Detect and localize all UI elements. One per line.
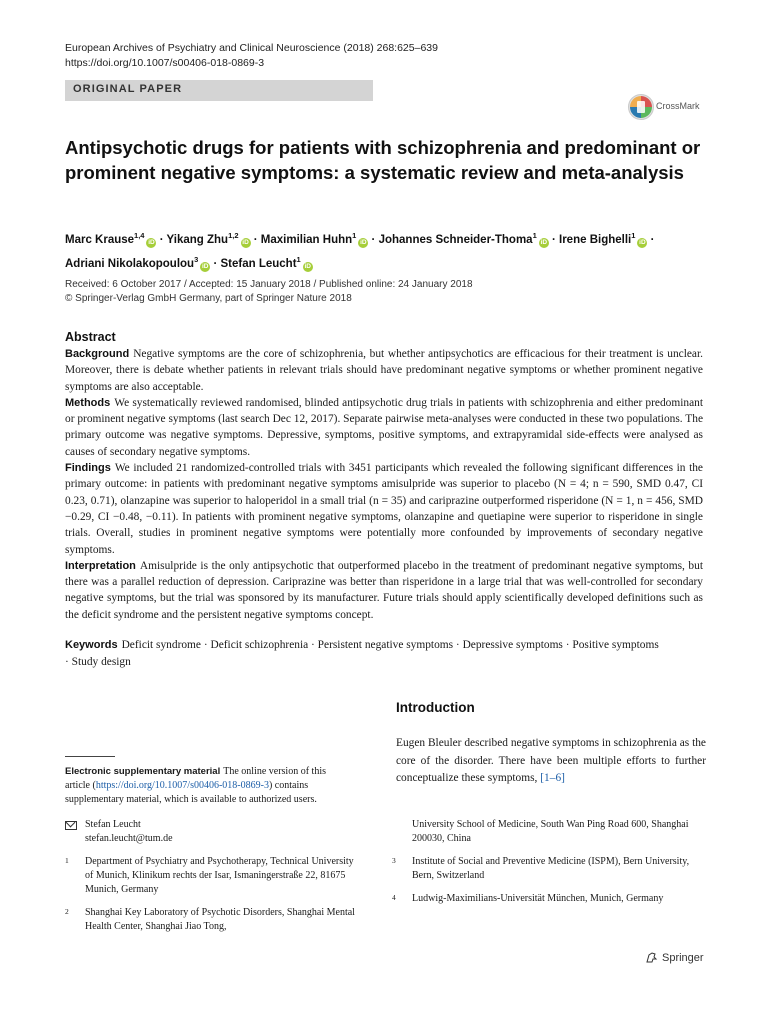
affiliations-right (392, 818, 702, 915)
affiliation-number: 4 (392, 893, 396, 902)
abstract-heading: Abstract (65, 330, 116, 344)
publisher-name: Springer (662, 951, 704, 964)
affiliation-text: Department of Psychiatry and Psychotherapy, Technical University of Munich, Klinikum rechts der Isar, Ismaningerstraße 22, 81675 Munich, Germany (85, 856, 354, 895)
author-affiliation: 1,4 (134, 231, 145, 240)
author-affiliation: 1 (352, 231, 357, 240)
orcid-icon[interactable]: iD (242, 238, 249, 246)
contact-name: Stefan Leucht (85, 819, 141, 830)
supplementary-note (65, 765, 345, 807)
keywords-label: Keywords (65, 639, 118, 651)
affiliation-item (65, 855, 355, 897)
abstract-text: We systematically reviewed randomised, blinded antipsychotic drug trials in patients with schizophrenia and either predominant or prominent negative symptoms (last search Dec 12, 2017). Separate pairwise meta-analyses were conducted in these two populations. The primary outcome was negative symptoms. Depressive, symptoms, positive symptoms, and extrapyramidal side-effects were analysed as causes of secondary negative symptoms. (65, 396, 703, 458)
author-separator: · (159, 233, 164, 246)
springer-horse-icon (645, 951, 658, 964)
orcid-icon[interactable]: iD (148, 238, 155, 246)
author-list (65, 226, 715, 274)
orcid-icon[interactable]: iD (360, 238, 367, 246)
affiliation-number: 3 (392, 856, 396, 865)
crossmark-badge[interactable] (628, 92, 708, 122)
author-name[interactable]: Marc Krause (65, 233, 135, 246)
abstract-text: We included 21 randomized-controlled trials with 3451 participants which revealed the following significant differences in the primary outcome: in patients with predominant negative symptoms amisulpride was superior to placebo (N = 4; n = 590, SMD 0.47, CI 0.23, 0.71), olanzapine was superior to haloperidol in a small trial (n = 35) and cariprazine outperformed risperidone (N = 1, n = 456, SMD −0.29, CI −0.48, −0.11). In patients with prominent negative symptoms, olanzapine and quetiapine were superior to risperidone in single trials. Overall, studies in prominent negative symptoms were potentially more confounded by improvements of secondary negative symptoms. (65, 462, 703, 556)
abstract-findings (65, 460, 703, 558)
keywords-text: Deficit syndrome · Deficit schizophrenia · Persistent negative symptoms · Depressive symptoms · Positive symptoms · Study design (65, 639, 659, 668)
affiliation-text: Ludwig-Maximilians-Universität München, Munich, Germany (412, 893, 664, 904)
journal-citation: European Archives of Psychiatry and Clinical Neuroscience (2018) 268:625–639 (65, 42, 438, 54)
history-dates: Received: 6 October 2017 / Accepted: 15 January 2018 / Published online: 24 January 2018 (65, 279, 473, 290)
affiliations-left (65, 818, 355, 943)
supplementary-link[interactable]: https://doi.org/10.1007/s00406-018-0869-3 (95, 780, 269, 791)
affiliation-item (392, 818, 702, 846)
abstract-label: Interpretation (65, 559, 136, 572)
author-separator: · (551, 233, 556, 246)
orcid-icon[interactable]: iD (304, 262, 311, 270)
author-affiliation: 1 (631, 231, 636, 240)
author-affiliation: 1,2 (228, 231, 239, 240)
journal-header (65, 41, 438, 71)
author-separator: · (253, 233, 258, 246)
introduction-text: Eugen Bleuler described negative symptoms in schizophrenia as the core of the disorder. There have been multiple efforts to further conceptualize these symptoms, (396, 737, 706, 784)
affiliation-text: Shanghai Key Laboratory of Psychotic Disorders, Shanghai Mental Health Center, Shanghai Jiao Tong, (85, 907, 355, 932)
abstract-body (65, 346, 703, 623)
author-affiliation: 3 (194, 254, 199, 264)
abstract-background (65, 346, 703, 395)
section-label: ORIGINAL PAPER (73, 83, 183, 95)
crossmark-label: CrossMark (656, 101, 700, 111)
affiliation-text: Institute of Social and Preventive Medicine (ISPM), Bern University, Bern, Switzerland (412, 856, 690, 881)
corresponding-author (65, 818, 355, 846)
supplementary-text: The online version of this article ( (65, 766, 326, 791)
orcid-icon[interactable]: iD (540, 238, 548, 246)
author-name[interactable]: Adriani Nikolakopoulou (65, 257, 195, 270)
author-name[interactable]: Johannes Schneider-Thoma (378, 233, 533, 246)
orcid-icon[interactable]: iD (201, 262, 209, 270)
abstract-interpretation (65, 558, 703, 623)
introduction-heading: Introduction (396, 700, 475, 715)
author-name[interactable]: Stefan Leucht (220, 257, 297, 270)
contact-email[interactable]: stefan.leucht@tum.de (85, 833, 173, 844)
abstract-text: Negative symptoms are the core of schizophrenia, but whether antipsychotics are efficacious for their treatment is unclear. Moreover, there is debate whether patients in relevant trials should have predominant negative symptoms or whether prominent negative symptoms are also acceptable. (65, 348, 703, 393)
author-name[interactable]: Irene Bighelli (559, 233, 632, 246)
author-name[interactable]: Yikang Zhu (166, 233, 229, 246)
article-title: Antipsychotic drugs for patients with schizophrenia and predominant or prominent negative symptoms: a systematic review and meta-analysis (65, 137, 701, 183)
affiliation-text: University School of Medicine, South Wan Ping Road 600, Shanghai 200030, China (412, 819, 689, 844)
affiliation-number: 1 (65, 856, 69, 865)
affiliation-item (392, 892, 702, 906)
affiliation-number: 2 (65, 907, 69, 916)
envelope-icon (65, 821, 77, 830)
copyright-line: © Springer-Verlag GmbH Germany, part of Springer Nature 2018 (65, 293, 352, 304)
supplementary-text: ) contains supplementary material, which is available to authorized users. (65, 780, 317, 805)
orcid-icon[interactable]: iD (639, 238, 646, 246)
crossmark-icon (628, 94, 654, 120)
publication-dates (65, 278, 473, 306)
abstract-methods (65, 395, 703, 460)
author-name[interactable]: Maximilian Huhn (260, 233, 353, 246)
abstract-label: Methods (65, 396, 111, 409)
abstract-text: Amisulpride is the only antipsychotic that outperformed placebo in the treatment of predominant negative symptoms, but there was a parallel reduction of depression. Cariprazine was better than risperidone in a large trial that was well-controlled for secondary negative symptoms, but the trial was sponsored by its manufacturer. Future trials should apply scientifically developed definitions such as the deficit syndrome and the persistent negative symptoms concept. (65, 559, 703, 621)
keywords (65, 637, 665, 671)
author-separator: · (650, 233, 655, 246)
author-separator: · (371, 233, 376, 246)
abstract-label: Background (65, 348, 130, 360)
section-banner (65, 80, 373, 101)
introduction-body (396, 735, 706, 788)
author-separator: · (213, 257, 218, 270)
supplementary-label: Electronic supplementary material (65, 766, 221, 777)
author-affiliation: 1 (296, 254, 301, 264)
footnote-rule (65, 756, 115, 757)
citation-link[interactable]: [1–6] (540, 772, 565, 784)
author-affiliation: 1 (532, 231, 537, 240)
publisher-logo (645, 951, 704, 964)
abstract-label: Findings (65, 462, 111, 475)
affiliation-item (392, 855, 702, 883)
affiliation-item (65, 906, 355, 934)
doi-link[interactable]: https://doi.org/10.1007/s00406-018-0869-3 (65, 57, 265, 69)
